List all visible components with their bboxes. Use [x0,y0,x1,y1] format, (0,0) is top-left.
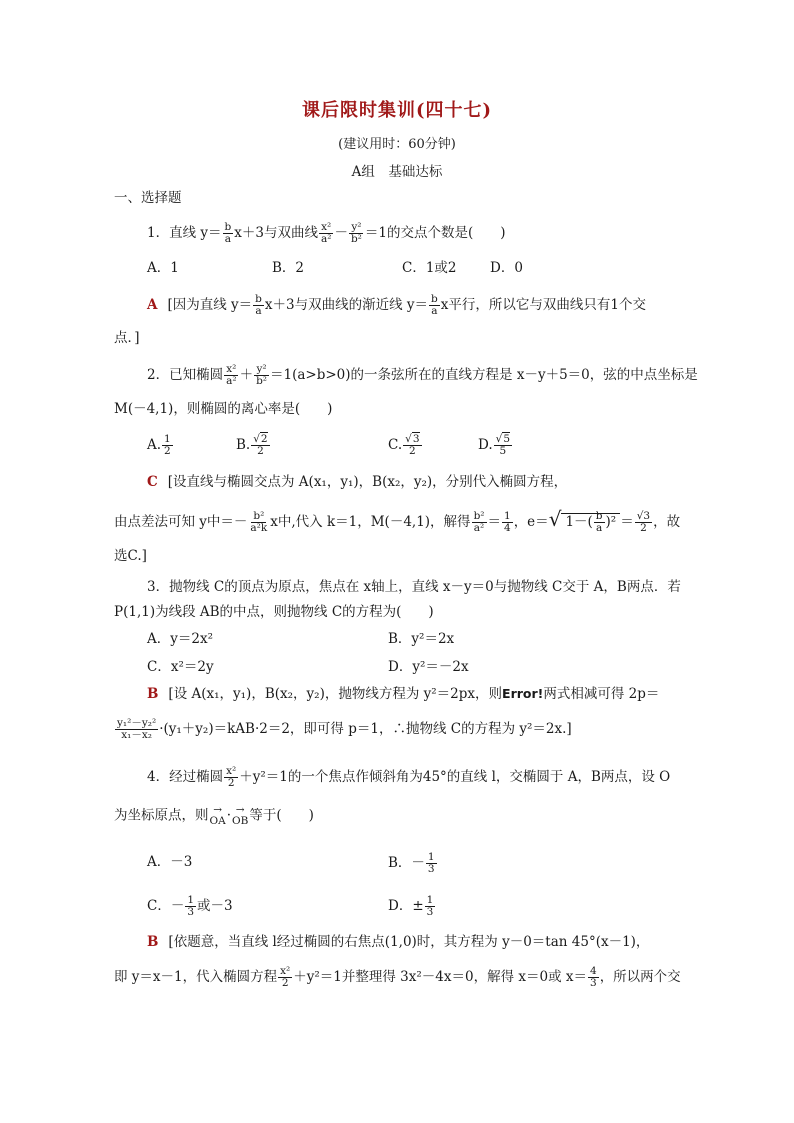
question-4-explanation-cont: 即 y＝x－1，代入椭圆方程 $\frac{\text{x²}}{2}$ ＋y²＝1并整理得 3x²－4x＝0，解得 x＝0或 x＝ $\frac{4}{3}$ ，所以两个交 [114,965,681,989]
question-4-explanation: B [依题意，当直线 l经过椭圆的右焦点(1,0)时，其方程为 y－0＝tan 45°(x－1)， [147,934,650,950]
answer-badge: A [147,297,158,313]
q1-option-b: B．2 [272,260,305,276]
answer-badge: C [147,474,158,490]
question-1-explanation-end: 点．] [114,330,140,346]
q2-option-c: C. $\frac{√3}{2}$ [388,433,420,457]
question-3-stem: 3．抛物线 C的顶点为原点，焦点在 x轴上，直线 x－y＝0与抛物线 C交于 A，B两点．若 [147,579,681,595]
question-1-stem: 1．直线 y＝ $\frac{b}{a}$ x＋3与双曲线 $\frac{\text{x²}}{\text{a²}}$ － $\frac{\text{y²}}{\text{b²}}$ ＝1的交点个数是( ) [147,221,506,245]
q4-option-c: C．－ $\frac{1}{3}$ 或－3 [147,894,233,918]
q1-option-c: C．1或2 [402,260,457,276]
question-2-explanation: C [设直线与椭圆交点为 A(x₁，y₁)，B(x₂，y₂)，分别代入椭圆方程， [147,474,568,490]
q4-option-d: D．± $\frac{1}{3}$ [388,894,434,918]
q3-option-d: D．y²＝－2x [388,659,469,675]
vector-ob: → OB [232,804,249,827]
q3-option-c: C．x²＝2y [147,659,214,675]
page-title: 课后限时集训(四十七) [301,100,493,121]
answer-badge: B [147,686,159,702]
q2-option-d: D. $\frac{√5}{5}$ [478,433,511,457]
section-heading: 一、选择题 [114,190,182,206]
q2-option-b: B. $\frac{√2}{2}$ [236,433,268,457]
q3-option-a: A．y＝2x² [147,631,213,647]
q1-option-d: D．0 [490,260,523,276]
group-heading: A组 基础达标 [351,164,443,180]
answer-badge: B [147,934,159,950]
fraction-y2-over-b2: $\frac{\text{y²}}{\text{b²}}$ [350,221,362,245]
question-4-stem: 4．经过椭圆 $\frac{\text{x²}}{2}$ ＋y²＝1的一个焦点作倾斜角为45°的直线 l，交椭圆于 A，B两点，设 O [147,765,671,789]
fraction-b-over-a: $\frac{b}{a}$ [224,221,232,245]
question-2-explanation-cont: 由点差法可知 y中＝－ $\frac{\text{b²}}{\text{a²k}}$ x中,代入 k＝1，M(－4,1)，解得 $\frac{\text{b²}}{\text{a²}}$ ＝ $\frac{1}{4}$ ，e＝√ 1－( $\frac{b}{a}$ )² ＝ $\frac{√3}{2}$ ，故 [114,507,681,534]
question-3-explanation-cont: $\frac{\text{y₁²－y₂²}}{\text{x₁－x₂}}$ ·(y₁＋y₂)＝kAB·2＝2，即可得 p＝1，∴抛物线 C的方程为 y²＝2x.] [117,717,572,741]
question-1-explanation: A [因为直线 y＝ $\frac{b}{a}$ x＋3与双曲线的渐近线 y＝ $\frac{b}{a}$ x平行，所以它与双曲线只有1个交 [147,293,646,317]
error-marker: Error! [502,686,544,701]
question-4-stem-cont: 为坐标原点，则 → OA · → OB 等于( ) [114,804,314,827]
q3-option-b: B．y²＝2x [388,631,455,647]
fraction-x2-over-a2: $\frac{\text{x²}}{\text{a²}}$ [320,221,332,245]
question-2-stem-cont: M(－4,1)，则椭圆的离心率是( ) [114,401,333,417]
q4-option-a: A．－3 [147,854,193,870]
question-3-explanation: B [设 A(x₁，y₁)，B(x₂，y₂)，抛物线方程为 y²＝2px，则Error!两式相减可得 2p＝ [147,686,660,702]
question-2-explanation-end: 选C.] [114,548,147,564]
vector-oa: → OA [209,804,226,827]
q1-option-a: A．1 [147,260,179,276]
suggested-time: (建议用时：60分钟) [338,137,456,152]
q4-option-b: B．－ $\frac{1}{3}$ [388,851,435,875]
question-3-stem-cont: P(1,1)为线段 AB的中点，则抛物线 C的方程为( ) [114,604,434,620]
question-2-stem: 2．已知椭圆 $\frac{\text{x²}}{\text{a²}}$ ＋ $\frac{\text{y²}}{\text{b²}}$ ＝1(a>b>0)的一条弦所在的直线方程是 x－y＋5＝0，弦的中点坐标是 [147,363,698,387]
q2-option-a: A. $\frac{1}{2}$ [147,433,171,457]
